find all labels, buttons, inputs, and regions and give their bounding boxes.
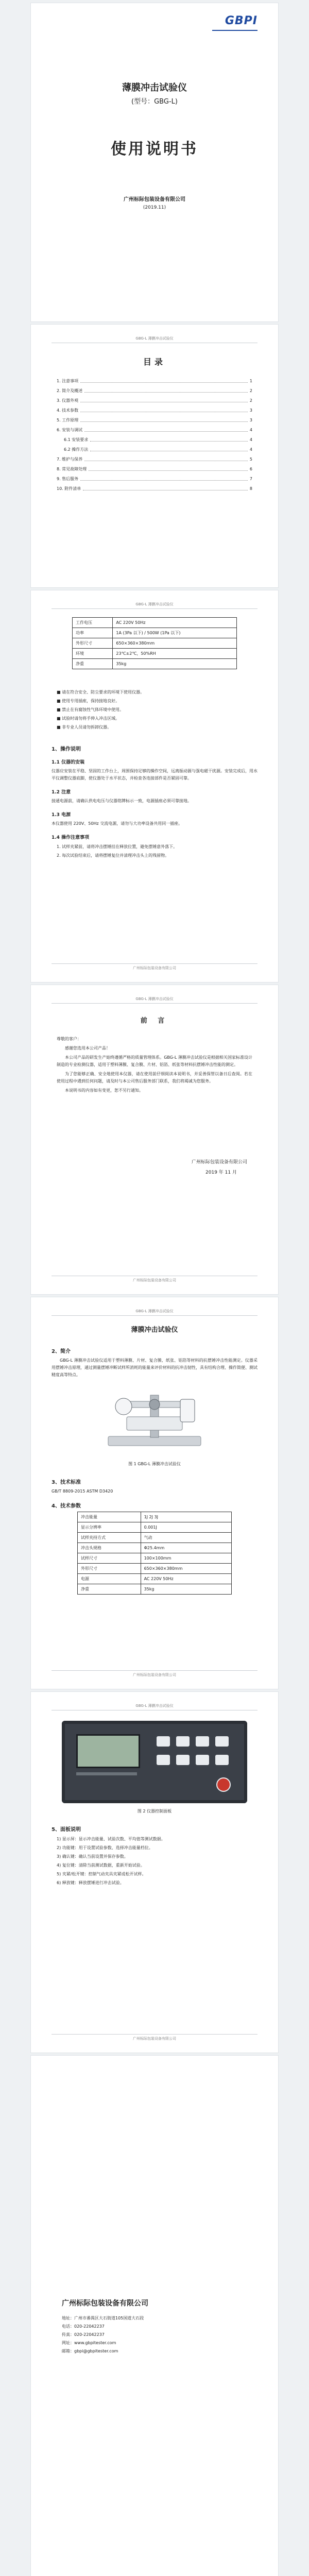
table-cell: 工作电压 [73,618,113,628]
toc-page [31,325,278,587]
table-row [78,1574,232,1584]
paragraph: 本仪器使用 220V、50Hz 交流电源，请勿与大功率设备共用同一插座。 [52,821,183,826]
list-item: 6) 释放键：释放摆锤进行冲击试验。 [57,1880,124,1885]
paragraph: 感谢您选用本公司产品！ [65,1046,110,1050]
cover-company: 广州标际包装设备有限公司 [124,197,185,202]
toc-list [57,376,252,494]
param-table [77,1512,232,1595]
toc-leader [84,386,248,393]
table-row [73,628,237,638]
table-cell: 净重 [73,659,113,669]
cover-title: 薄膜冲击试验仪 [122,82,187,93]
table-row [73,618,237,628]
toc-item-label: 6.1 安装要求 [64,437,89,442]
preface-signature-company: 广州标际包装设备有限公司 [191,1160,247,1165]
toc-item-label: 7. 维护与保养 [57,457,83,462]
paragraph: GBG-L 薄膜冲击试验仪适用于塑料薄膜、片材、复合膜、纸张、铝箔等材料的抗摆锤冲击性能测定。仪器采用摆锤冲击原理，通过测量摆锤冲断试样所消耗的能量来评价材料的抗冲击韧性，具有结构合理、操作简便、测试精度高等特点。 [52,1358,258,1377]
panel-button[interactable] [215,1755,229,1765]
list-item: 2) 功能键：用于设置试验参数、选择冲击能量档位。 [57,1845,153,1850]
panel-button[interactable] [157,1736,170,1747]
intro-spec-section [52,1471,258,1595]
tester-pendulum [180,1399,195,1422]
bullet-item: ■ 使用专用插座，保持接地良好。 [57,699,120,703]
intro-page [31,1297,278,1689]
tester-weight [115,1398,132,1415]
rating-table-wrap [72,617,237,669]
toc-item[interactable] [57,474,252,484]
panel-button[interactable] [176,1755,190,1765]
page-footer: 广州标际包装设备有限公司 [52,963,258,971]
table-row [78,1564,232,1574]
table-cell: 35kg [113,659,237,669]
toc-item[interactable] [57,484,252,494]
table-row [73,638,237,649]
list-item: 4) 复位键：清除当前测试数据，重新开始试验。 [57,1863,145,1868]
toc-item[interactable] [57,405,252,415]
table-cell: 650×360×380mm [141,1564,231,1574]
toc-item-label: 2. 简介及概述 [57,388,83,393]
paragraph: 为了您能够正确、安全地使用本仪器，请在使用前仔细阅读本说明书，并妥善保管以备日后查阅。若在使用过程中遇到任何问题，请及时与本公司售后服务部门联系，我们将竭诚为您服务。 [57,1072,252,1083]
table-cell: 功率 [73,628,113,638]
tester-clamp [127,1417,182,1430]
page-header: GBG-L 薄膜冲击试验仪 [52,1703,258,1710]
toc-item[interactable] [57,386,252,396]
intro-body [52,1341,258,1381]
list-item: 5) 夹紧/松开键：控制气动夹具夹紧或松开试样。 [57,1872,146,1876]
page-header: GBG-L 薄膜冲击试验仪 [52,602,258,609]
toc-item-page: 2 [249,388,252,393]
logo-underline [212,30,258,31]
table-row [78,1522,232,1533]
page-footer: 广州标际包装设备有限公司 [52,2034,258,2041]
toc-item[interactable] [57,415,252,425]
precautions-page [31,590,278,982]
toc-leader [80,405,248,412]
subsection-heading: 1.1 仪器的安装 [52,760,85,765]
contact-line: 电话：020-22042237 [62,2324,105,2329]
precautions-body [52,688,258,860]
table-cell: 外形尺寸 [78,1564,141,1574]
table-cell: AC 220V 50Hz [113,618,237,628]
toc-item-page: 7 [249,477,252,481]
cover-manual-title: 使用说明书 [111,140,198,158]
table-cell: 冲击头规格 [78,1543,141,1553]
contact-line: 传真：020-22042237 [62,2332,105,2337]
section-heading: 1、操作说明 [52,747,81,752]
table-cell: 净重 [78,1584,141,1595]
table-cell: 0.001J [141,1522,231,1533]
toc-item-label: 6.2 操作方法 [64,447,89,452]
table-cell: 环境 [73,649,113,659]
toc-leader [80,415,248,422]
panel-button[interactable] [215,1736,229,1747]
cover-model: (型号：GBG-L) [131,98,178,106]
toc-leader [90,445,248,451]
toc-item-page: 1 [249,379,252,383]
page-header: GBG-L 薄膜冲击试验仪 [52,996,258,1004]
subsection-heading: 1.2 注意 [52,790,71,795]
panel-page [31,1692,278,2053]
intro-title: 薄膜冲击试验仪 [131,1326,178,1334]
table-cell: 1J 2J 3J [141,1512,231,1522]
toc-item-label: 4. 技术参数 [57,408,79,413]
paragraph: 本说明书的内容如有变更，恕不另行通知。 [65,1088,143,1093]
table-cell: AC 220V 50Hz [141,1574,231,1584]
bullet-item: ■ 非专业人员请勿拆卸仪器。 [57,725,112,730]
page-header: GBG-L 薄膜冲击试验仪 [52,1309,258,1316]
table-cell: 650×360×380mm [113,638,237,649]
table-cell: 1A (3Pa 以下) / 500W (1Pa 以下) [113,628,237,638]
panel-label-strip [76,1772,137,1775]
toc-item[interactable] [57,396,252,405]
table-cell: 35kg [141,1584,231,1595]
toc-item-page: 6 [249,467,252,471]
toc-item[interactable] [57,435,252,445]
power-switch[interactable] [216,1777,231,1792]
toc-item-page: 3 [249,408,252,413]
table-cell: 试样尺寸 [78,1553,141,1564]
toc-item-page: 8 [249,486,252,491]
paragraph: 仪器应安装在平稳、坚固的工作台上，周围保持足够的操作空间，远离振动源与强电磁干扰源。安装完成后，用水平仪调整仪器底脚，使仪器处于水平状态，并检查各连接部件是否紧固可靠。 [52,769,258,781]
list-item: 2. 每次试验结束后，请将摆锤复位并清理冲击头上的残留物。 [57,853,169,858]
panel-body [52,1819,258,1888]
list-item: 3) 确认键：确认当前设置并保存参数。 [57,1854,128,1859]
toc-item-page: 4 [249,447,252,452]
section-heading: 2、简介 [52,1349,71,1354]
cover-page [31,3,278,321]
toc-item-page: 5 [249,457,252,462]
toc-item-label: 8. 常见故障处理 [57,467,87,471]
toc-item-page: 4 [249,428,252,432]
greeting: 尊敬的客户： [57,1037,81,1041]
section-heading: 5、面板说明 [52,1827,81,1833]
toc-item-label: 1. 注意事项 [57,379,79,383]
table-row [78,1512,232,1522]
contact-line[interactable]: 邮箱：gbpi@gbpitester.com [62,2349,118,2353]
table-row [73,659,237,669]
table-cell: 试样夹持方式 [78,1533,141,1543]
toc-leader [90,435,248,442]
table-cell: 显示分辨率 [78,1522,141,1533]
figure-caption: 图 2 仪器控制面板 [137,1809,172,1814]
table-cell: 23℃±2℃，50%RH [113,649,237,659]
section-heading: 3、技术标准 [52,1480,81,1485]
tester-base [108,1436,201,1446]
rating-table [72,617,237,669]
figure-caption: 图 1 GBG-L 薄膜冲击试验仪 [128,1462,181,1466]
toc-item-page: 3 [249,418,252,422]
contact-block [62,2298,247,2355]
toc-item-page: 2 [249,398,252,403]
preface-title: 前 言 [140,1017,169,1025]
table-row [78,1543,232,1553]
subsection-heading: 1.3 电源 [52,812,71,818]
toc-leader [80,376,248,383]
table-row [73,649,237,659]
contact-line[interactable]: 网址：www.gbpitester.com [62,2341,116,2345]
toc-leader [89,464,248,471]
page-footer: 广州标际包装设备有限公司 [52,1276,258,1283]
section-heading: 4、技术参数 [52,1503,81,1509]
table-cell: 外形尺寸 [73,638,113,649]
toc-leader [80,396,248,402]
contact-line: 地址：广州市番禺区大石街道105国道大石段 [62,2316,144,2320]
page-footer: 广州标际包装设备有限公司 [52,1670,258,1677]
standard-text: GB/T 8809-2015 ASTM D3420 [52,1489,113,1494]
toc-item[interactable] [57,464,252,474]
toc-item[interactable] [57,445,252,454]
table-cell: Φ25.4mm [141,1543,231,1553]
contact-company: 广州标际包装设备有限公司 [62,2299,148,2308]
preface-page [31,985,278,1294]
panel-button[interactable] [196,1755,209,1765]
panel-display [76,1734,140,1768]
contact-page [31,2056,278,2576]
preface-body [57,1036,252,1096]
toc-item[interactable] [57,425,252,435]
table-cell: 气动 [141,1533,231,1543]
table-row [78,1533,232,1543]
table-cell: 100×100mm [141,1553,231,1564]
table-row [78,1584,232,1595]
table-row [78,1553,232,1564]
toc-item-label: 6. 安装与调试 [57,428,83,432]
toc-item-label: 9. 售后服务 [57,477,79,481]
paragraph: 接通电源前，请确认供电电压与仪器铭牌标示一致，电源插座必须可靠接地。 [52,799,192,803]
toc-item[interactable] [57,376,252,386]
toc-leader [80,474,248,481]
bullet-item: ■ 禁止在有腐蚀性气体环境中使用。 [57,707,124,712]
toc-item-label: 10. 附件清单 [57,486,81,491]
tester-image [93,1381,216,1458]
toc-leader [83,484,248,490]
toc-item[interactable] [57,454,252,464]
preface-signature-date: 2019 年 11 月 [205,1170,237,1175]
toc-item-label: 3. 仪器外观 [57,398,79,403]
list-item: 1) 显示屏：显示冲击能量、试验次数、平均值等测试数据。 [57,1837,165,1841]
table-cell: 电源 [78,1574,141,1584]
paragraph: 本公司产品的研发生产始终遵循严格的质量管理体系。GBG-L 薄膜冲击试验仪是根据相关国家标准设计制造的专业检测仪器，适用于塑料薄膜、复合膜、片材、铝箔、纸张等材料抗摆锤冲击性能的测定。 [57,1055,252,1067]
toc-title: 目录 [143,357,166,367]
panel-button[interactable] [196,1736,209,1747]
bullet-item: ■ 试验时请勿将手伸入冲击区域。 [57,716,120,721]
toc-item-page: 4 [249,437,252,442]
panel-button[interactable] [176,1736,190,1747]
table-cell: 冲击能量 [78,1512,141,1522]
toc-item-label: 5. 工作原理 [57,418,79,422]
tester-pivot [149,1399,160,1410]
toc-leader [84,425,248,432]
subsection-heading: 1.4 操作注意事项 [52,835,90,840]
cover-date: (2019.11) [143,205,166,210]
list-item: 1. 试样夹紧前，请将冲击摆锤挂在释放位置，避免摆锤意外落下。 [57,844,178,849]
page-header: GBG-L 薄膜冲击试验仪 [52,336,258,343]
brand-logo: GBPI [225,14,258,27]
bullet-item: ■ 请在符合安全、防尘要求的环境下使用仪器。 [57,690,145,694]
panel-button[interactable] [157,1755,170,1765]
toc-leader [84,454,248,461]
control-panel-image [62,1721,247,1803]
